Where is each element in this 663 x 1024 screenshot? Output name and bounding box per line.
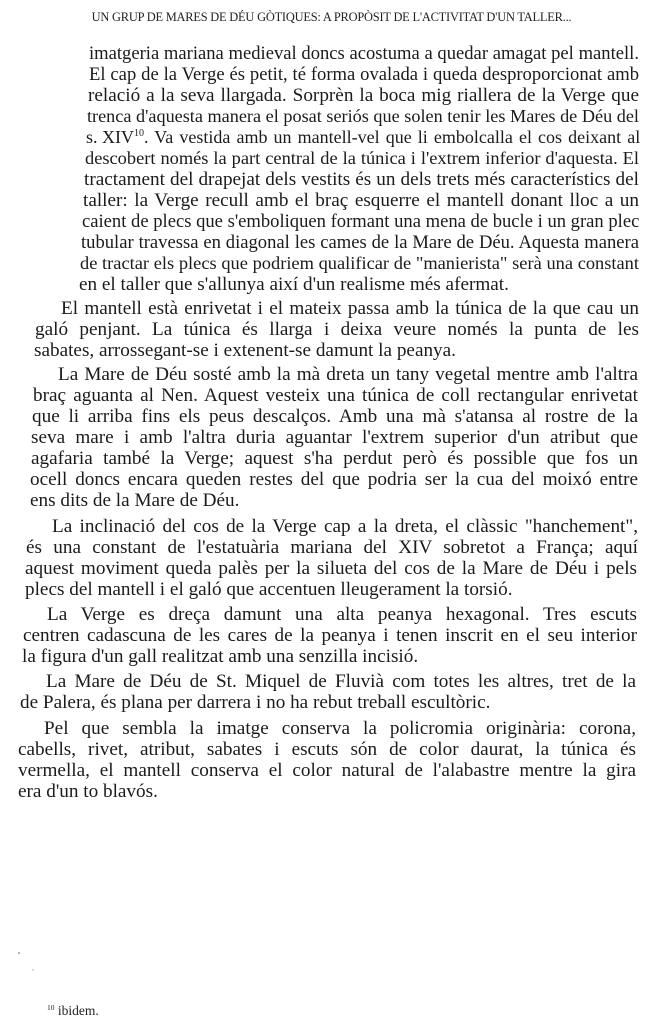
text-line: de Palera, és plana per darrera i no ha rebut treball escultòric. (20, 692, 491, 713)
text-line: sabates, arrossegant-se i extenent-se damunt la peanya. (34, 340, 456, 361)
text-line: seva mare i amb l'altra duria aguantar l'extrem superior d'un atribut que (31, 427, 638, 448)
text-line: trenca d'aquesta manera el posat seriós que solen tenir les Mares de Déu del (87, 106, 639, 126)
text-line: cabells, rivet, atribut, sabates i escuts són de color daurat, la túnica és (18, 739, 636, 760)
text-line: imatgeria mariana medieval doncs acostuma a quedar amagat pel mantell. (89, 43, 639, 64)
text-line: La Verge es dreça damunt una alta peanya hexagonal. Tres escuts (47, 604, 637, 625)
text-line: taller: la Verge recull amb el braç esquerre el mantell donant lloc a un (83, 190, 639, 211)
text-line: de tractar els plecs que podriem qualificar de "manierista" serà una constant (80, 253, 639, 273)
text-line: és una constant de l'estatuària mariana del XIV sobretot a França; aquí (26, 537, 638, 558)
text-line: La inclinació del cos de la Verge cap a la dreta, el clàssic "hanchement", (52, 516, 638, 537)
scan-speck (32, 969, 34, 971)
text-line: braç aguanta al Nen. Aquest vesteix una túnica de coll rectangular enrivetat (33, 385, 638, 406)
footnote-reference: 10 (134, 128, 144, 139)
text-line: Pel que sembla la imatge conserva la policromia originària: corona, (44, 718, 636, 739)
text-line: centren cadascuna de les cares de la peanya i tenen inscrit en el seu interior (23, 625, 637, 646)
footnote-text: ibidem. (57, 1003, 99, 1018)
text-line: ocell doncs encara queden restes del que podria ser la cua del moixó entre (30, 469, 638, 490)
text-line: La Mare de Déu de St. Miquel de Fluvià com totes les altres, tret de la (46, 671, 636, 692)
running-header: UN GRUP DE MARES DE DÉU GÒTIQUES: A PROPÒSIT DE L'ACTIVITAT D'UN TALLER... (91, 10, 572, 24)
text-line: que li arriba fins els peus descalços. Amb una mà s'atansa al rostre de la (32, 406, 638, 427)
scan-speck (18, 952, 20, 954)
text-line: en el taller que s'allunya així d'un realisme més afermat. (79, 274, 509, 295)
text-line: El cap de la Verge és petit, té forma ovalada i queda desproporcionat amb (89, 64, 639, 85)
text-line: relació a la seva llargada. Sorprèn la boca mig riallera de la Verge que (88, 85, 639, 106)
text-fragment: s. XIV (86, 127, 134, 147)
text-line: agafaria també la Verge; aquest s'ha perdut però és possible que fos un (31, 448, 638, 469)
text-line: vermella, el mantell conserva el color natural de l'alabastre mentre la gira (18, 760, 636, 781)
footnote (47, 1003, 99, 1019)
text-line: galó penjant. La túnica és llarga i deixa veure només la punta de les (35, 319, 639, 340)
text-line: La Mare de Déu sosté amb la mà dreta un tany vegetal mentre amb l'altra (58, 364, 638, 385)
footnote-number: 10 (47, 1003, 55, 1012)
text-line: tubular travessa en diagonal les cames de la Mare de Déu. Aquesta manera (81, 232, 639, 253)
text-line: descobert només la part central de la túnica i l'extrem inferior d'aquesta. El (85, 148, 639, 168)
text-line: caient de plecs que s'emboliquen formant una mena de bucle i un gran plec (82, 211, 640, 232)
text-line: aquest moviment queda palès per la silueta del cos de la Mare de Déu i pels (25, 558, 637, 579)
text-line (86, 127, 639, 148)
text-fragment: . Va vestida amb un mantell-vel que li embolcalla el cos deixant al (144, 127, 641, 147)
text-line: la figura d'un gall realitzat amb una senzilla incisió. (22, 646, 419, 667)
text-line: era d'un to blavós. (18, 781, 158, 802)
text-line: El mantell està enrivetat i el mateix passa amb la túnica de la que cau un (61, 298, 639, 319)
text-line: tractament del drapejat dels vestits és un dels trets més característics del (84, 169, 639, 190)
text-line: ens dits de la Mare de Déu. (30, 490, 240, 511)
text-line: plecs del mantell i el galó que accentuen lleugerament la torsió. (25, 579, 513, 600)
